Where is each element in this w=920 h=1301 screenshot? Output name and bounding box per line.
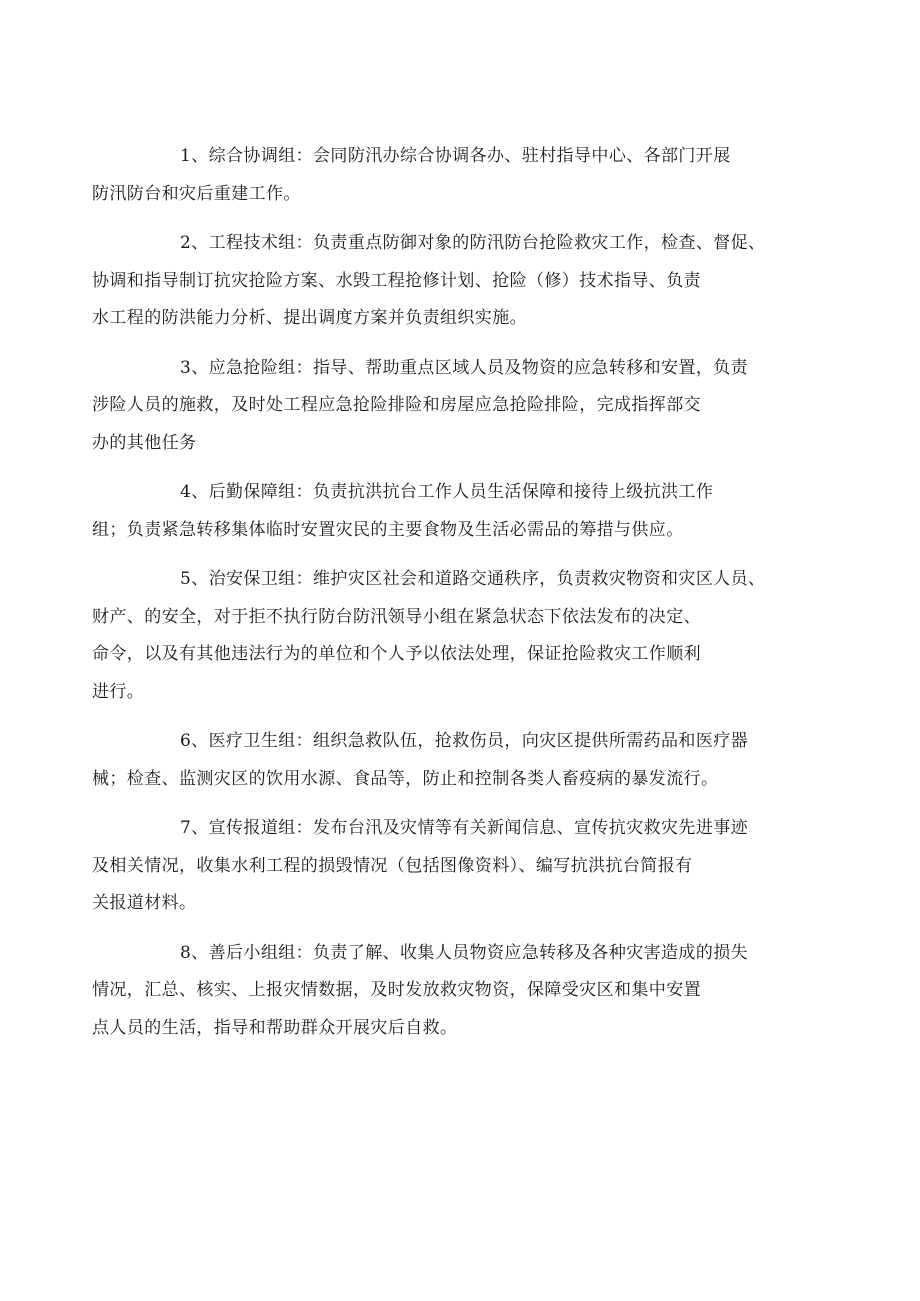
paragraph-line: 7、宣传报道组：发布台汛及灾情等有关新闻信息、宣传抗灾救灾先进事迹 [180,818,749,838]
paragraph-comprehensive-coordination [92,138,784,213]
paragraph-line: 命令，以及有其他违法行为的单位和个人予以依法处理，保证抢险救灾工作顺利 [92,644,701,664]
paragraph-logistics-support [92,474,784,549]
paragraph-line: 协调和指导制订抗灾抢险方案、水毁工程抢修计划、抢险（修）技术指导、负责 [92,270,701,291]
paragraph-medical-health [92,723,784,798]
paragraph-line: 财产、的安全，对于拒不执行防台防汛领导小组在紧急状态下依法发布的决定、 [92,606,701,627]
paragraph-line: 4、后勤保障组：负责抗洪抗台工作人员生活保障和接待上级抗洪工作 [180,482,714,502]
paragraph-line: 进行。 [92,681,145,702]
paragraph-public-security [92,561,784,711]
paragraph-line: 6、医疗卫生组：组织急救队伍，抢救伤员，向灾区提供所需药品和医疗器 [180,731,749,751]
document-body [92,138,784,1059]
paragraph-line: 2、工程技术组：负责重点防御对象的防汛防台抢险救灾工作，检查、督促、 [180,233,766,253]
paragraph-line: 3、应急抢险组：指导、帮助重点区域人员及物资的应急转移和安置，负责 [180,357,749,378]
paragraph-line: 情况，汇总、核实、上报灾情数据，及时发放救灾物资，保障受灾区和集中安置 [92,980,701,1000]
paragraph-line: 涉险人员的施救，及时处工程应急抢险排险和房屋应急抢险排险，完成指挥部交 [92,395,701,415]
paragraph-line: 关报道材料。 [92,893,197,913]
paragraph-line: 5、治安保卫组：维护灾区社会和道路交通秩序，负责救灾物资和灾区人员、 [180,569,766,589]
paragraph-line: 组；负责紧急转移集体临时安置灾民的主要食物及生活必需品的筹措与供应。 [92,519,684,540]
paragraph-line: 点人员的生活，指导和帮助群众开展灾后自救。 [92,1017,458,1038]
paragraph-publicity-reporting [92,810,784,923]
paragraph-line: 防汛防台和灾后重建工作。 [92,183,301,204]
paragraph-emergency-rescue [92,350,784,463]
paragraph-line: 水工程的防洪能力分析、提出调度方案并负责组织实施。 [92,308,527,328]
paragraph-line: 及相关情况，收集水利工程的损毁情况（包括图像资料）、编写抗洪抗台简报有 [92,855,693,876]
paragraph-aftermath [92,935,784,1048]
paragraph-line: 办的其他任务 [92,432,197,453]
paragraph-engineering-technology [92,225,784,338]
paragraph-line: 8、善后小组组：负责了解、收集人员物资应急转移及各种灾害造成的损失 [180,942,749,963]
paragraph-line: 1、综合协调组：会同防汛办综合协调各办、驻村指导中心、各部门开展 [180,146,731,166]
paragraph-line: 械；检查、监测灾区的饮用水源、食品等，防止和控制各类人畜疫病的暴发流行。 [92,768,719,789]
